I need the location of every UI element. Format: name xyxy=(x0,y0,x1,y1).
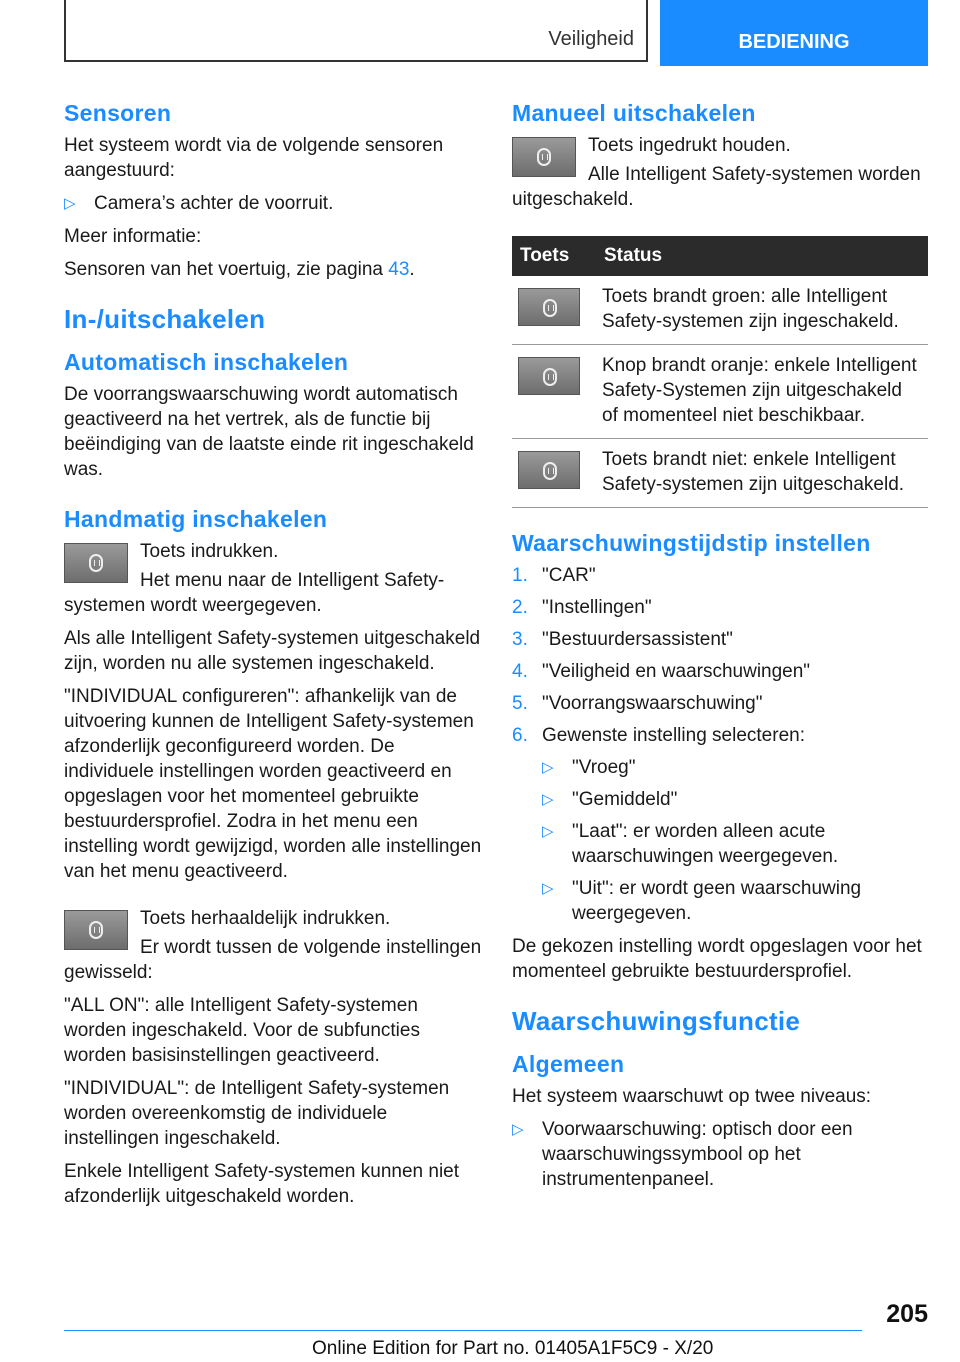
button-instruction-2: Toets herhaaldelijk indrukken. Er wordt tussen de volgende instellingen gewisseld: xyxy=(64,908,482,983)
button-green-icon xyxy=(518,288,580,326)
left-column xyxy=(64,100,482,1217)
list-item: 4. "Veiligheid en waarschuwingen" xyxy=(512,661,811,682)
heading-manueel: Manueel uitschakelen xyxy=(512,100,756,126)
handmatig-p3: "ALL ON": alle Intelligent Safety-systemen worden ingeschakeld. Voor de subfuncties worden basisinstellingen geactiveerd. xyxy=(64,995,420,1066)
footer-divider xyxy=(64,1330,862,1331)
intelligent-safety-button-icon xyxy=(512,137,576,177)
status-table xyxy=(512,236,928,508)
triangle-bullet-icon: ▷ xyxy=(542,880,554,897)
handmatig-p2: "INDIVIDUAL configureren": afhankelijk van de uitvoering kunnen de Intelligent Safety-systemen afzonderlijk geconfigureerd worden. De individuele instellingen worden geactiveerd en opgeslagen voor het momenteel gebruikte bestuurdersprofiel. Zodra in het menu een instelling wordt gewijzigd, worden alle instellingen van het menu geactiveerd. xyxy=(64,686,482,882)
heading-waarschuwingsfunctie: Waarschuwingsfunctie xyxy=(512,1006,801,1036)
handmatig-p4: "INDIVIDUAL": de Intelligent Safety-systemen worden overeenkomstig de individuele instellingen ingeschakeld. xyxy=(64,1078,450,1149)
list-item: 5. "Voorrangswaarschuwing" xyxy=(512,693,763,714)
list-item: 2. "Instellingen" xyxy=(512,597,652,618)
page-link[interactable]: 43 xyxy=(388,259,410,280)
sensoren-reference: Sensoren van het voertuig, zie pagina 43. xyxy=(64,259,415,280)
table-header-toets: Toets xyxy=(512,236,596,276)
chapter-tab: BEDIENING xyxy=(660,0,928,66)
list-item: 1. "CAR" xyxy=(512,565,596,586)
table-header-status: Status xyxy=(596,236,928,276)
heading-in-uitschakelen: In-/uitschakelen xyxy=(64,304,266,334)
button-orange-icon xyxy=(518,357,580,395)
list-item: ▷ "Uit": er wordt geen waarschuwing weergegeven. xyxy=(542,878,862,924)
button-instruction-1: Toets indrukken. Het menu naar de Intelligent Safety-systemen wordt weergegeven. xyxy=(64,541,445,616)
tijdstip-after: De gekozen instelling wordt opgeslagen voor het momenteel gebruikte bestuurdersprofiel. xyxy=(512,936,922,982)
footer-edition: Online Edition for Part no. 01405A1F5C9 - X/20 xyxy=(312,1338,714,1359)
handmatig-p5: Enkele Intelligent Safety-systemen kunnen niet afzonderlijk uitgeschakeld worden. xyxy=(64,1161,460,1207)
triangle-bullet-icon: ▷ xyxy=(512,1121,524,1138)
heading-handmatig: Handmatig inschakelen xyxy=(64,506,328,532)
right-column xyxy=(512,100,928,1200)
page-number: 205 xyxy=(886,1300,928,1328)
list-item: 3. "Bestuurdersassistent" xyxy=(512,629,733,650)
section-title: Veiligheid xyxy=(548,28,634,50)
heading-waarschuwingstijdstip: Waarschuwingstijdstip instellen xyxy=(512,530,871,556)
page-header xyxy=(64,0,928,66)
triangle-bullet-icon: ▷ xyxy=(542,759,554,776)
meer-informatie: Meer informatie: xyxy=(64,226,202,247)
heading-automatisch: Automatisch inschakelen xyxy=(64,349,349,375)
list-item: ▷ "Gemiddeld" xyxy=(542,789,678,810)
intelligent-safety-button-icon xyxy=(64,543,128,583)
table-row: Knop brandt oranje: enkele Intelligent Safety-Systemen zijn uitgeschakeld of momenteel niet beschikbaar. xyxy=(512,345,928,439)
list-item: ▷ Voorwaarschuwing: optisch door een waarschuwingssymbool op het instrumentenpaneel. xyxy=(512,1119,853,1190)
button-off-icon xyxy=(518,451,580,489)
list-item: ▷ "Vroeg" xyxy=(542,757,636,778)
list-item: ▷ Camera’s achter de voorruit. xyxy=(64,193,334,214)
list-item: ▷ "Laat": er worden alleen acute waarschuwingen weergegeven. xyxy=(542,821,839,867)
heading-sensoren: Sensoren xyxy=(64,100,172,126)
list-item: 6. Gewenste instelling selecteren: ▷ "Vroeg" ▷ "Gemiddeld" ▷ "Laat": er worden alleen acute waarschuwingen weergegeven. ▷ "Uit": er wordt geen waarschuwing weergegeven. xyxy=(512,723,928,926)
triangle-bullet-icon: ▷ xyxy=(64,195,76,212)
algemeen-list xyxy=(512,1117,928,1192)
table-row: Toets brandt groen: alle Intelligent Safety-systemen zijn ingeschakeld. xyxy=(512,276,928,345)
triangle-bullet-icon: ▷ xyxy=(542,791,554,808)
sensoren-list xyxy=(64,191,482,216)
table-row: Toets brandt niet: enkele Intelligent Safety-systemen zijn uitgeschakeld. xyxy=(512,439,928,508)
automatisch-text: De voorrangswaarschuwing wordt automatisch geactiveerd na het vertrek, als de functie bij beëindiging van de laatste einde rit ingeschakeld was. xyxy=(64,384,474,480)
button-instruction-3: Toets ingedrukt houden. Alle Intelligent Safety-systemen worden uitgeschakeld. xyxy=(512,135,921,210)
handmatig-p1: Als alle Intelligent Safety-systemen uitgeschakeld zijn, worden nu alle systemen ingeschakeld. xyxy=(64,628,481,674)
sub-options-list xyxy=(542,755,928,926)
heading-algemeen: Algemeen xyxy=(512,1051,625,1077)
triangle-bullet-icon: ▷ xyxy=(542,823,554,840)
sensoren-intro: Het systeem wordt via de volgende sensoren aangestuurd: xyxy=(64,135,444,181)
intelligent-safety-button-icon xyxy=(64,910,128,950)
algemeen-text: Het systeem waarschuwt op twee niveaus: xyxy=(512,1086,872,1107)
header-tab-frame xyxy=(64,0,648,62)
steps-list xyxy=(512,563,928,926)
